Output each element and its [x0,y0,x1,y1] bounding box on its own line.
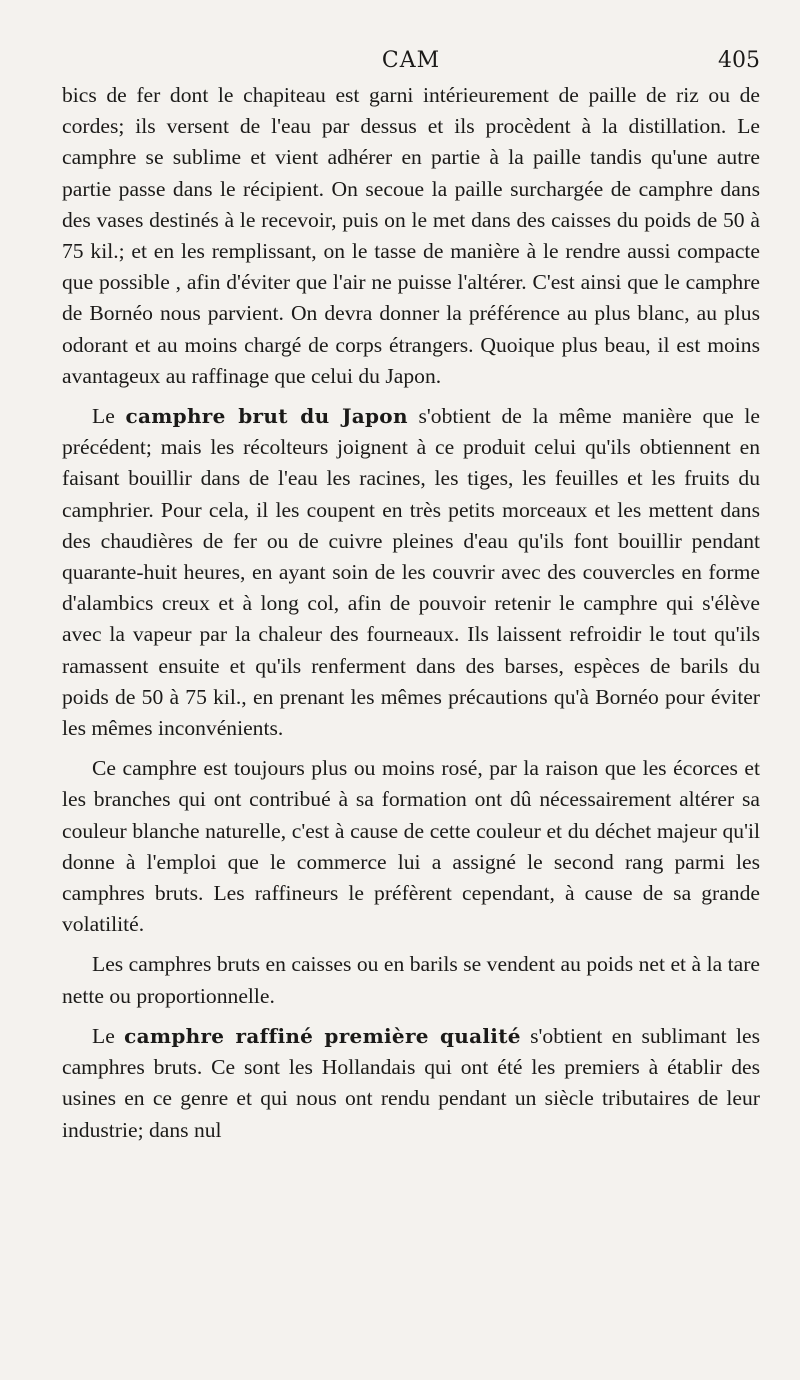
paragraph-vente [62,949,760,1011]
paragraph-text: s'obtient en sublimant les camphres bruts. Ce sont les Hollandais qui ont été les premiers à établir des usines en ce genre et qui nous ont rendu pendant un siècle tributaires de leur industrie; dans nul [62,1023,760,1142]
paragraph-text: Ce camphre est toujours plus ou moins rosé, par la raison que les écorces et les branches qui ont contribué à sa formation ont dû nécessairement altérer sa couleur blanche naturelle, c'est à cause de cette couleur et du déchet majeur qu'il donne à l'emploi que le commerce lui a assigné le second rang parmi les camphres bruts. Les raffineurs le préfèrent cependant, à cause de sa grande volatilité. [62,756,760,937]
paragraph-lead: Le [92,1023,115,1048]
paragraph-lead: Le [92,404,115,429]
body-text [62,80,760,1146]
paragraph-text: Les camphres bruts en caisses ou en barils se vendent au poids net et à la tare nette ou proportionnelle. [62,952,760,1008]
paragraph-camphre-rose [62,753,760,940]
paragraph-text: bics de fer dont le chapiteau est garni intérieurement de paille de riz ou de cordes; ils versent de l'eau par dessus et ils procèdent à la distillation. Le camphre se sublime et vient adhérer en partie à la paille tandis qu'une autre partie passe dans le récipient. On secoue la paille surchargée de camphre dans des vases destinés à le recevoir, puis on le met dans des caisses du poids de 50 à 75 kil.; et en les remplissant, on le tasse de manière à le rendre aussi compacte que possible , afin d'éviter que l'air ne puisse l'altérer. C'est ainsi que le camphre de Bornéo nous parvient. On devra donner la préférence au plus blanc, au plus odorant et au moins chargé de corps étrangers. Quoique plus beau, il est moins avantageux au raffinage que celui du Japon. [62,83,760,388]
term-heading: camphre raffiné première qualité [124,1023,521,1048]
paragraph-camphre-brut-japon [62,401,760,744]
running-head [62,48,760,78]
paragraph-text: s'obtient de la même manière que le précédent; mais les récolteurs joignent à ce produit celui qu'ils obtiennent en faisant bouillir dans de l'eau les racines, les tiges, les feuilles et les fruits du camphrier. Pour cela, il les coupent en très petits morceaux et les mettent dans des chaudières de fer ou de cuivre pleines d'eau qu'ils font bouillir pendant quarante-huit heures, en ayant soin de les couvrir avec des couvercles en forme d'alambics creux et à long col, afin de pouvoir retenir le camphre qui s'élève avec la vapeur par la chaleur des fourneaux. Ils laissent refroidir le tout qu'ils ramassent ensuite et qu'ils renferment dans des barses, espèces de barils du poids de 50 à 75 kil., en prenant les mêmes précautions qu'à Bornéo pour éviter les mêmes inconvénients. [62,404,760,741]
running-head-title: CAM [381,48,441,73]
term-heading: camphre brut du Japon [125,404,408,429]
paragraph-camphre-raffine [62,1021,760,1146]
paragraph-continuation [62,80,760,392]
page-number: 405 [718,48,760,73]
